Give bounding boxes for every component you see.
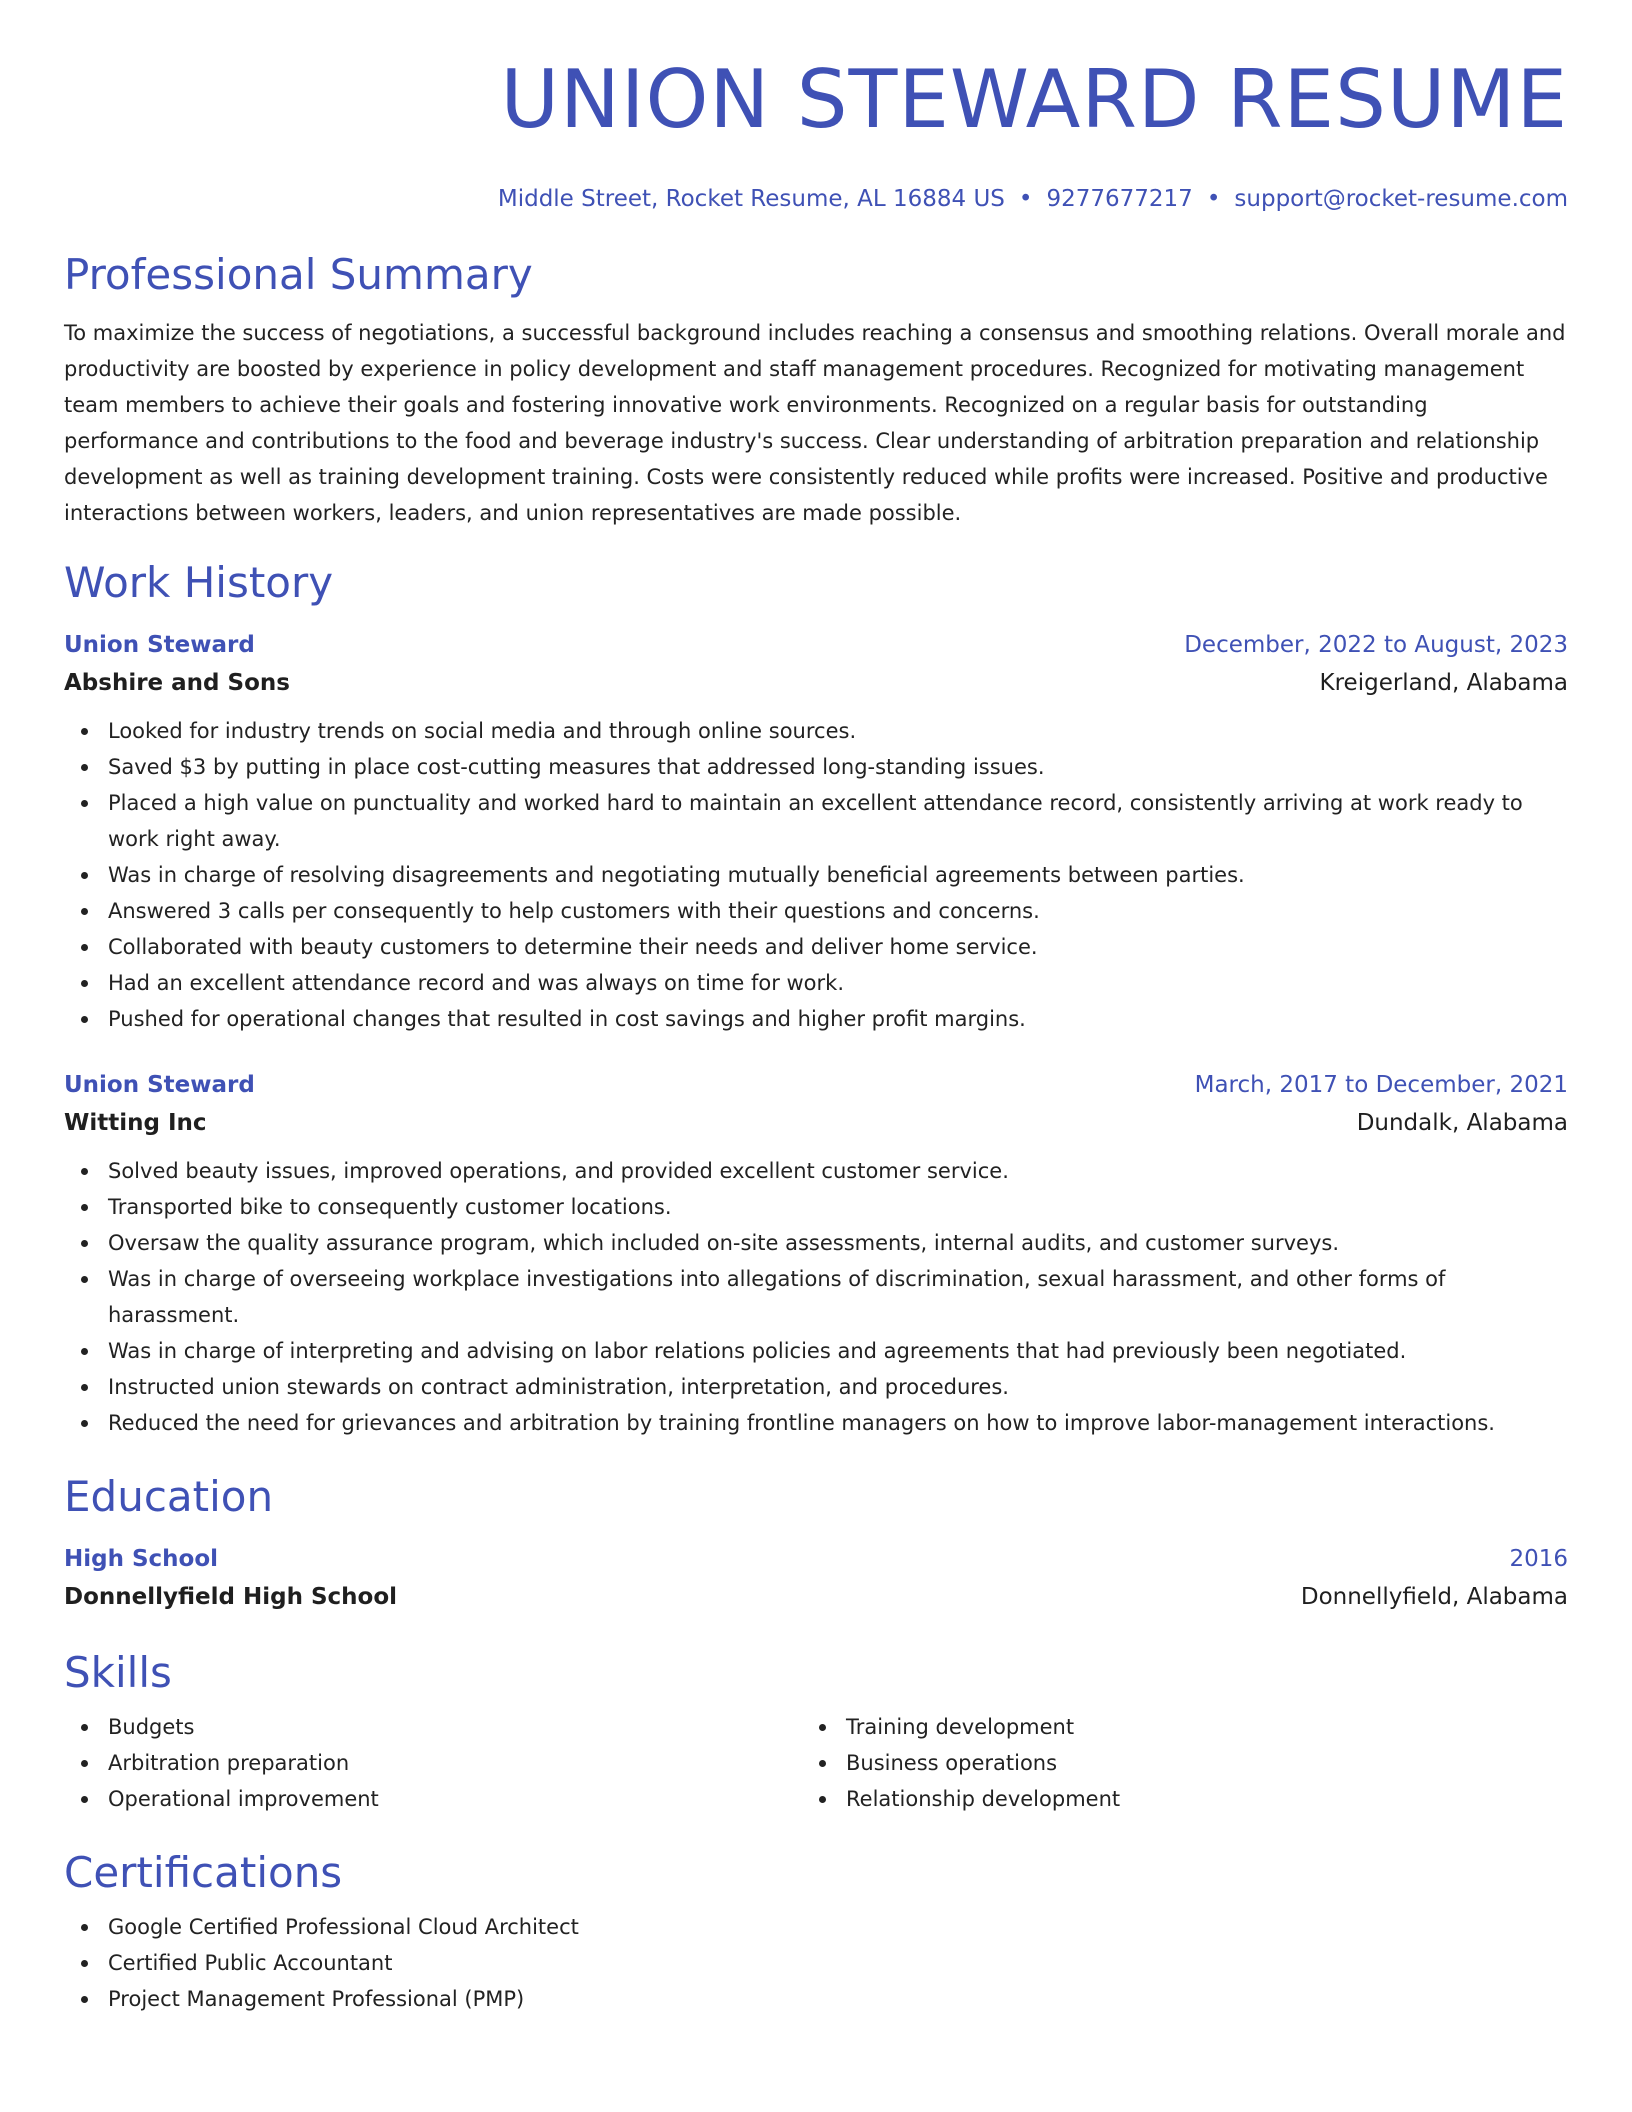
job-dates: March, 2017 to December, 2021 bbox=[1194, 1072, 1568, 1098]
list-item: Solved beauty issues, improved operations, and provided excellent customer service. bbox=[108, 1153, 1568, 1189]
list-item: Pushed for operational changes that resulted in cost savings and higher profit margins. bbox=[108, 1001, 1568, 1037]
job-title: Union Steward bbox=[64, 1072, 255, 1098]
certification-item: Project Management Professional (PMP) bbox=[108, 1981, 1568, 2017]
skills-column-left bbox=[64, 1709, 802, 1817]
contact-separator: • bbox=[1018, 186, 1033, 212]
certification-item: Google Certified Professional Cloud Architect bbox=[108, 1909, 1568, 1945]
list-item: Looked for industry trends on social media and through online sources. bbox=[108, 713, 1568, 749]
resume-name: UNION STEWARD RESUME bbox=[500, 53, 1568, 146]
skills-grid bbox=[64, 1709, 1568, 1817]
skill-item: Operational improvement bbox=[108, 1781, 802, 1817]
contact-line bbox=[64, 183, 1568, 215]
contact-separator: • bbox=[1206, 186, 1221, 212]
list-item: Saved $3 by putting in place cost-cutting measures that addressed long-standing issues. bbox=[108, 749, 1568, 785]
job-title: Union Steward bbox=[64, 632, 255, 658]
job-entry bbox=[64, 627, 1568, 1037]
section-title-work-history: Work History bbox=[64, 558, 334, 607]
education-degree: High School bbox=[64, 1546, 219, 1572]
section-title-education: Education bbox=[64, 1472, 274, 1521]
skill-item: Arbitration preparation bbox=[108, 1745, 802, 1781]
education-year: 2016 bbox=[1509, 1546, 1568, 1572]
list-item: Answered 3 calls per consequently to help customers with their questions and concerns. bbox=[108, 893, 1568, 929]
skill-item: Budgets bbox=[108, 1709, 802, 1745]
list-item: Reduced the need for grievances and arbitration by training frontline managers on how to improve labor-management interactions. bbox=[108, 1405, 1568, 1441]
list-item: Had an excellent attendance record and was always on time for work. bbox=[108, 965, 1568, 1001]
skill-item: Relationship development bbox=[846, 1781, 1540, 1817]
contact-email: support@rocket-resume.com bbox=[1234, 186, 1568, 212]
section-title-skills: Skills bbox=[64, 1648, 172, 1697]
list-item: Placed a high value on punctuality and worked hard to maintain an excellent attendance record, consistently arriving at work ready to work right away. bbox=[108, 785, 1568, 857]
contact-address: Middle Street, Rocket Resume, AL 16884 US bbox=[497, 186, 1005, 212]
list-item: Collaborated with beauty customers to determine their needs and deliver home service. bbox=[108, 929, 1568, 965]
resume-header bbox=[64, 52, 1568, 215]
job-bullets bbox=[64, 1153, 1568, 1441]
education-school: Donnellyfield High School bbox=[64, 1584, 398, 1610]
list-item: Transported bike to consequently customer locations. bbox=[108, 1189, 1568, 1225]
certification-item: Certified Public Accountant bbox=[108, 1945, 1568, 1981]
skill-item: Business operations bbox=[846, 1745, 1540, 1781]
list-item: Instructed union stewards on contract administration, interpretation, and procedures. bbox=[108, 1369, 1568, 1405]
education-entry bbox=[64, 1541, 1568, 1617]
education-location: Donnellyfield, Alabama bbox=[1300, 1584, 1568, 1610]
job-company: Abshire and Sons bbox=[64, 670, 290, 696]
job-dates: December, 2022 to August, 2023 bbox=[1184, 632, 1568, 658]
job-company: Witting Inc bbox=[64, 1110, 207, 1136]
list-item: Oversaw the quality assurance program, which included on-site assessments, internal audits, and customer surveys. bbox=[108, 1225, 1568, 1261]
list-item: Was in charge of interpreting and advising on labor relations policies and agreements that had previously been negotiated. bbox=[108, 1333, 1568, 1369]
skill-item: Training development bbox=[846, 1709, 1540, 1745]
contact-phone: 9277677217 bbox=[1046, 186, 1193, 212]
job-location: Kreigerland, Alabama bbox=[1319, 670, 1568, 696]
job-location: Dundalk, Alabama bbox=[1356, 1110, 1568, 1136]
list-item: Was in charge of resolving disagreements and negotiating mutually beneficial agreements between parties. bbox=[108, 857, 1568, 893]
job-bullets bbox=[64, 713, 1568, 1037]
skills-column-right bbox=[802, 1709, 1540, 1817]
list-item: Was in charge of overseeing workplace investigations into allegations of discrimination, sexual harassment, and other forms of harassment. bbox=[108, 1261, 1568, 1333]
certifications-list bbox=[64, 1909, 1568, 2017]
job-entry bbox=[64, 1067, 1568, 1441]
section-title-summary: Professional Summary bbox=[64, 250, 533, 299]
summary-text: To maximize the success of negotiations, a successful background includes reaching a consensus and smoothing relations. Overall morale and productivity are boosted by experience in policy development and staff management procedures. Recognized for motivating management team members to achieve their goals and fostering innovative work environments. Recognized on a regular basis for outstanding performance and contributions to the food and beverage industry's success. Clear understanding of arbitration preparation and relationship development as well as training development training. Costs were consistently reduced while profits were increased. Positive and productive interactions between workers, leaders, and union representatives are made possible. bbox=[64, 321, 1566, 525]
section-title-certifications: Certifications bbox=[64, 1848, 343, 1897]
